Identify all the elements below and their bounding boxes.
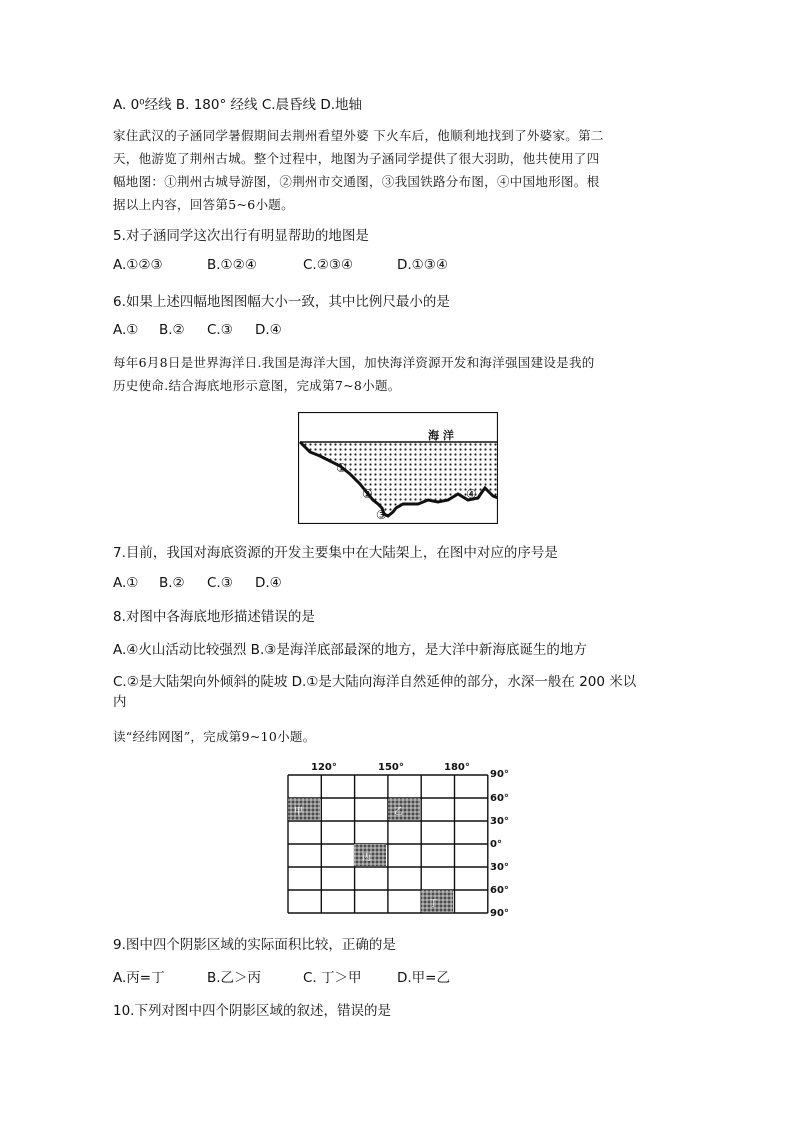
region-label-yi: 乙 [394, 807, 404, 817]
q5-option-d: D.①③④ [397, 257, 448, 273]
lat-label-30n: 30° [490, 816, 509, 827]
lat-label-90s: 90° [490, 908, 509, 919]
lat-label-60n: 60° [490, 793, 509, 804]
q7-stem: 7.目前，我国对海底资源的开发主要集中在大陆架上，在图中对应的序号是 [113, 545, 558, 561]
passage1-line4: 据以上内容，回答第5~6小题。 [113, 197, 294, 212]
grid-lines [288, 775, 488, 913]
lon-label-180: 180° [444, 762, 470, 773]
marker-1: ① [336, 461, 347, 475]
region-jia [288, 798, 320, 820]
q5-option-b: B.①②④ [207, 257, 257, 273]
lon-label-120: 120° [311, 762, 337, 773]
region-yi [388, 798, 420, 820]
q6-option-c: C.③ [207, 322, 233, 338]
q9-options [113, 966, 450, 986]
q5-option-a: A.①②③ [113, 257, 163, 273]
region-label-ding: 丁 [429, 899, 439, 909]
q10-stem: 10.下列对图中四个阴影区域的叙述，错误的是 [113, 1003, 391, 1019]
q8-line2: C.②是大陆架向外倾斜的陡坡 D.①是大陆向海洋自然延伸的部分，水深一般在 200 米以 [113, 674, 637, 690]
graticule-figure [284, 757, 516, 919]
passage1-line3: 幅地图：①荆州古城导游图，②荆州市交通图，③我国铁路分布图，④中国地形图。根 [113, 174, 600, 189]
q7-options [113, 575, 282, 591]
lat-label-90n: 90° [490, 769, 509, 780]
lat-label-30s: 30° [490, 862, 509, 873]
marker-3: ③ [376, 508, 387, 522]
passage2-line2: 历史使命.结合海底地形示意图，完成第7~8小题。 [113, 378, 401, 393]
q6-option-d: D.④ [255, 322, 282, 338]
q6-option-a: A.① [113, 322, 139, 338]
marker-4: ④ [466, 487, 477, 501]
q7-option-a: A.① [113, 575, 139, 591]
q9-option-b: B.乙＞丙 [207, 970, 262, 986]
q7-option-d: D.④ [255, 575, 282, 591]
q6-stem: 6.如果上述四幅地图图幅大小一致，其中比例尺最小的是 [113, 294, 450, 310]
q6-options [113, 322, 282, 338]
region-label-bing: 丙 [362, 853, 372, 863]
q8-line1: A.④火山活动比较强烈 B.③是海洋底部最深的地方，是大洋中新海底诞生的地方 [113, 642, 587, 658]
q9-option-c: C. 丁＞甲 [303, 970, 362, 986]
q5-options [113, 257, 448, 273]
sea-label: 海 洋 [428, 429, 454, 442]
q4-options: A. 0⁰经线 B. 180° 经线 C.晨昏线 D.地轴 [113, 97, 363, 113]
q5-stem: 5.对子涵同学这次出行有明显帮助的地图是 [113, 228, 369, 244]
marker-2: ② [362, 487, 373, 501]
region-label-jia: 甲 [294, 807, 304, 817]
passage3: 读“经纬网图”，完成第9~10小题。 [113, 729, 316, 744]
q5-option-c: C.②③④ [303, 257, 354, 273]
q7-option-c: C.③ [207, 575, 233, 591]
lat-label-60s: 60° [490, 885, 509, 896]
q9-option-a: A.丙=丁 [113, 970, 165, 986]
passage2-line1: 每年6月8日是世界海洋日.我国是海洋大国，加快海洋资源开发和海洋强国建设是我的 [113, 355, 595, 370]
q9-stem: 9.图中四个阴影区域的实际面积比较，正确的是 [113, 937, 396, 953]
seabed-figure [298, 412, 498, 524]
passage1-line1: 家住武汉的子涵同学暑假期间去荆州看望外婆 下火车后，他顺利地找到了外婆家。第二 [113, 128, 604, 143]
passage1-line2: 天，他游览了荆州古城。整个过程中，地图为子涵同学提供了很大羽助，他共使用了四 [113, 151, 600, 166]
q6-option-b: B.② [159, 322, 185, 338]
lon-label-150: 150° [378, 762, 404, 773]
q8-stem: 8.对图中各海底地形描述错误的是 [113, 609, 315, 625]
lat-label-0: 0° [490, 839, 502, 850]
q8-line3: 内 [113, 694, 127, 710]
q9-option-d: D.甲=乙 [397, 970, 450, 986]
q7-option-b: B.② [159, 575, 185, 591]
